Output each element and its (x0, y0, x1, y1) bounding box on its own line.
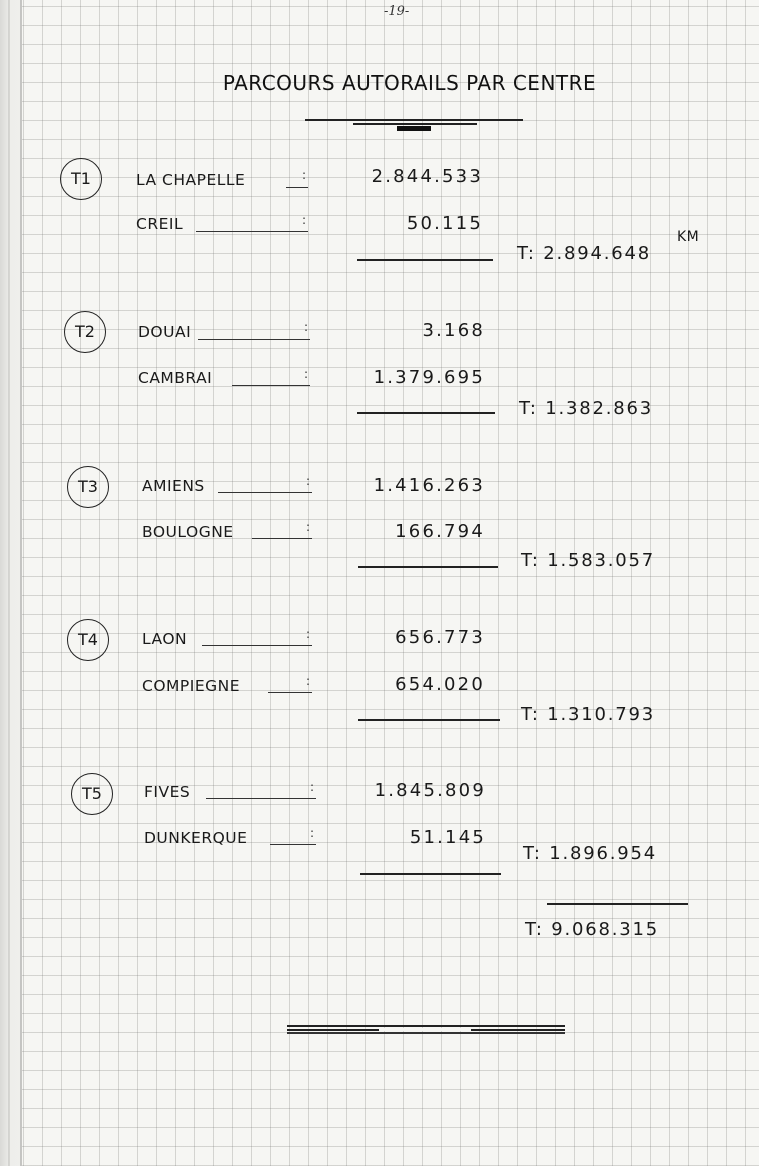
entry-value: 50.115 (406, 213, 483, 234)
leader-line (268, 692, 312, 693)
leader-tick: : (304, 320, 309, 334)
group-total: T: 1.382.863 (519, 398, 654, 419)
leader-tick: : (310, 780, 315, 794)
place-name: AMIENS (142, 477, 205, 495)
entry-value: 51.145 (409, 827, 486, 848)
leader-tick: : (302, 213, 307, 227)
group-total: T: 1.310.793 (521, 704, 656, 725)
entry-value: 656.773 (395, 627, 485, 648)
grand-total-rule (547, 903, 688, 905)
group-badge-t2: T2 (64, 311, 106, 353)
leader-tick: : (310, 826, 315, 840)
entry-value: 654.020 (395, 674, 485, 695)
place-name: COMPIEGNE (142, 677, 241, 695)
leader-line (206, 798, 316, 799)
leader-line (286, 187, 308, 188)
group-badge-t4: T4 (67, 619, 109, 661)
entry-value: 1.845.809 (374, 780, 486, 801)
grand-total: T: 9.068.315 (525, 919, 660, 940)
entry-value: 1.416.263 (373, 475, 485, 496)
leader-line (232, 385, 310, 386)
subtotal-rule (357, 259, 493, 261)
title-underline-ornament (305, 118, 523, 132)
place-name: LA CHAPELLE (136, 171, 246, 189)
unit-label: KM (677, 229, 700, 245)
place-name: DUNKERQUE (144, 829, 248, 847)
group-badge-t1: T1 (60, 158, 102, 200)
subtotal-rule (360, 873, 501, 875)
group-total: T: 1.896.954 (523, 843, 658, 864)
closing-ornament (287, 1025, 565, 1035)
leader-line (202, 645, 312, 646)
leader-line (252, 538, 312, 539)
leader-line (198, 339, 310, 340)
place-name: FIVES (144, 783, 191, 801)
entry-value: 3.168 (422, 320, 485, 341)
group-total: T: 1.583.057 (521, 550, 656, 571)
entry-value: 2.844.533 (371, 166, 483, 187)
leader-tick: : (306, 627, 311, 641)
entry-value: 1.379.695 (373, 367, 485, 388)
page-number: -19- (384, 4, 410, 19)
leader-line (218, 492, 312, 493)
place-name: DOUAI (138, 323, 192, 341)
group-badge-t5: T5 (71, 773, 113, 815)
subtotal-rule (358, 719, 500, 721)
leader-tick: : (306, 674, 311, 688)
place-name: CAMBRAI (138, 369, 213, 387)
page-binding (0, 0, 22, 1166)
place-name: LAON (142, 630, 188, 648)
leader-line (270, 844, 316, 845)
leader-tick: : (302, 168, 307, 182)
group-total: T: 2.894.648 (517, 243, 652, 264)
page-title: PARCOURS AUTORAILS PAR CENTRE (222, 71, 597, 95)
leader-tick: : (304, 367, 309, 381)
leader-tick: : (306, 520, 311, 534)
leader-line (196, 231, 308, 232)
entry-value: 166.794 (395, 521, 485, 542)
place-name: CREIL (136, 215, 184, 233)
subtotal-rule (358, 566, 498, 568)
group-badge-t3: T3 (67, 466, 109, 508)
subtotal-rule (357, 412, 495, 414)
place-name: BOULOGNE (142, 523, 234, 541)
leader-tick: : (306, 474, 311, 488)
